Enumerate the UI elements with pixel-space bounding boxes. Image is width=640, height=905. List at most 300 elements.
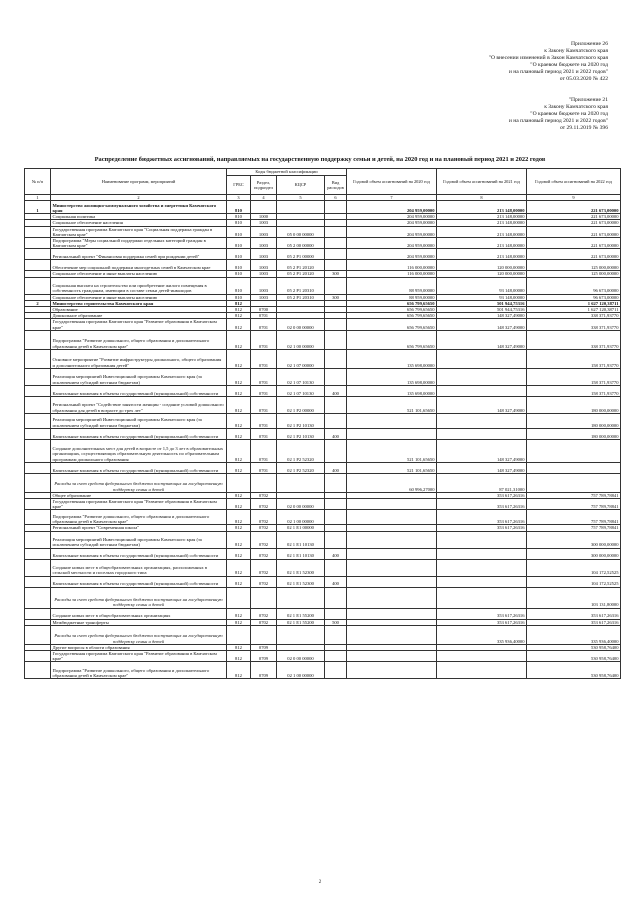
- row-amount-2020: 88 959,00000: [347, 294, 437, 300]
- row-amount-2022: 757 789,78841: [527, 492, 621, 498]
- row-kcsr: 02 1 P2 10130: [277, 428, 325, 439]
- row-amount-2021: 213 148,00000: [437, 226, 527, 237]
- row-grbs: 810: [227, 277, 251, 294]
- row-number: [25, 473, 51, 492]
- row-grbs: 810: [227, 226, 251, 237]
- row-name: Государственная программа Камчатского края "Развитие образования в Камчатском крае": [51, 651, 227, 662]
- row-kcsr: [277, 587, 325, 608]
- row-name: Социальная политика: [51, 214, 227, 220]
- row-kcsr: 05 2 P1 20310: [277, 294, 325, 300]
- row-vr: [325, 559, 347, 576]
- row-kcsr: 02 0 00 00000: [277, 499, 325, 510]
- row-amount-2020: [347, 587, 437, 608]
- row-name: Социальная выплата на строительство или приобретение жилого помещения в собственность гражданам, имеющим в составе семьи детей-инвалидов: [51, 277, 227, 294]
- row-number: [25, 587, 51, 608]
- row-amount-2021: 213 148,00000: [437, 220, 527, 226]
- row-amount-2021: [437, 385, 527, 396]
- row-rzpr: [251, 625, 277, 644]
- row-vr: 400: [325, 428, 347, 439]
- row-rzpr: 0701: [251, 396, 277, 413]
- row-amount-2022: 158 371,93770: [527, 368, 621, 385]
- row-amount-2020: [347, 662, 437, 679]
- row-amount-2021: [437, 531, 527, 548]
- row-amount-2020: 521 101,65650: [347, 439, 437, 462]
- row-rzpr: 0701: [251, 462, 277, 473]
- row-vr: [325, 499, 347, 510]
- row-rzpr: 0701: [251, 428, 277, 439]
- row-name: Государственная программа Камчатского края "Развитие образования в Камчатском крае": [51, 319, 227, 330]
- row-amount-2022: 1 627 120,38711: [527, 300, 621, 306]
- row-rzpr: 0700: [251, 307, 277, 313]
- row-amount-2022: 530 958,76400: [527, 651, 621, 662]
- row-grbs: 812: [227, 439, 251, 462]
- row-name: Капитальные вложения в объекты государственной (муниципальной) собственности: [51, 548, 227, 559]
- header-col-number: 2: [51, 195, 227, 201]
- row-name: Реализация мероприятий Инвестиционной программы Камчатского края (за исключением субсидий местным бюджетам): [51, 531, 227, 548]
- table-row: [25, 226, 621, 237]
- approval-line: и на плановый период 2021 и 2022 годов": [508, 69, 608, 75]
- table-row: [25, 587, 621, 608]
- row-grbs: 812: [227, 644, 251, 650]
- header-col-number: 1: [25, 195, 51, 201]
- row-kcsr: 02 1 E1 00000: [277, 525, 325, 531]
- row-number: [25, 249, 51, 260]
- row-amount-2021: 93 148,00000: [437, 294, 527, 300]
- approval-note-2: [509, 97, 608, 132]
- row-vr: [325, 349, 347, 368]
- row-kcsr: 02 1 E1 10130: [277, 531, 325, 548]
- row-amount-2021: 213 148,00000: [437, 201, 527, 214]
- row-amount-2021: [437, 368, 527, 385]
- header-kcsr: КЦСР: [277, 176, 325, 195]
- row-name: Региональный проект "Современная школа": [51, 525, 227, 531]
- row-vr: [325, 238, 347, 249]
- table-row: [25, 319, 621, 330]
- row-amount-2020: 135 698,00000: [347, 368, 437, 385]
- row-grbs: 812: [227, 492, 251, 498]
- row-rzpr: [251, 587, 277, 608]
- row-amount-2021: 213 148,00000: [437, 238, 527, 249]
- header-2021: Годовой объем ассигнований на 2021 год: [437, 169, 527, 195]
- row-amount-2020: [347, 608, 437, 619]
- row-amount-2021: [437, 651, 527, 662]
- row-rzpr: 0702: [251, 499, 277, 510]
- row-rzpr: 0709: [251, 651, 277, 662]
- table-row: [25, 473, 621, 492]
- row-amount-2020: 204 959,00000: [347, 201, 437, 214]
- row-amount-2022: 353 617,26316: [527, 619, 621, 625]
- row-rzpr: 0709: [251, 662, 277, 679]
- table-row: [25, 559, 621, 576]
- row-amount-2022: 221 673,00000: [527, 220, 621, 226]
- row-kcsr: 02 0 00 00000: [277, 651, 325, 662]
- row-amount-2020: [347, 413, 437, 428]
- row-grbs: 812: [227, 531, 251, 548]
- table-row: [25, 608, 621, 619]
- header-2022: Годовой объем ассигнований на 2022 год: [527, 169, 621, 195]
- row-amount-2020: [347, 625, 437, 644]
- row-kcsr: [277, 625, 325, 644]
- row-kcsr: 05 2 P1 20310: [277, 277, 325, 294]
- row-amount-2022: 96 673,00000: [527, 277, 621, 294]
- approval-line: к Закону Камчатского края: [544, 104, 608, 110]
- row-grbs: 810: [227, 220, 251, 226]
- row-vr: 300: [325, 271, 347, 277]
- table-row: [25, 439, 621, 462]
- row-name: Другие вопросы в области образования: [51, 644, 227, 650]
- row-amount-2020: 656 799,65650: [347, 300, 437, 306]
- row-amount-2021: 501 944,75316: [437, 307, 527, 313]
- row-amount-2022: 300 000,00000: [527, 548, 621, 559]
- row-name: Социальное обеспечение и иные выплаты населению: [51, 294, 227, 300]
- row-grbs: 812: [227, 368, 251, 385]
- row-name: Социальное обеспечение и иные выплаты населению: [51, 271, 227, 277]
- row-amount-2022: [527, 473, 621, 492]
- row-amount-2022: [527, 462, 621, 473]
- row-grbs: 812: [227, 510, 251, 525]
- table-row: [25, 662, 621, 679]
- row-number: [25, 651, 51, 662]
- page-number: 2: [318, 880, 322, 885]
- row-name: Подпрограмма "Развитие дошкольного, общего образования и дополнительного образования детей в Камчатском крае": [51, 662, 227, 679]
- table-row: [25, 462, 621, 473]
- header-rzpr: Раздел, подраздел: [251, 176, 277, 195]
- row-vr: [325, 277, 347, 294]
- row-vr: [325, 319, 347, 330]
- row-number: [25, 428, 51, 439]
- row-rzpr: 1003: [251, 238, 277, 249]
- row-rzpr: 0709: [251, 644, 277, 650]
- budget-table: [24, 168, 621, 679]
- row-kcsr: 02 1 E1 52300: [277, 559, 325, 576]
- row-name: Расходы за счет средств федерального бюджета поступающих на государственную поддержку семьи и детей: [51, 625, 227, 644]
- row-amount-2022: 125 000,00000: [527, 260, 621, 271]
- table-body: [25, 201, 621, 679]
- row-grbs: 810: [227, 201, 251, 214]
- row-amount-2021: 148 327,49000: [437, 313, 527, 319]
- row-amount-2021: 120 000,00000: [437, 260, 527, 271]
- row-amount-2022: 300 000,00000: [527, 531, 621, 548]
- row-grbs: 812: [227, 349, 251, 368]
- row-number: [25, 462, 51, 473]
- row-amount-2021: [437, 559, 527, 576]
- row-grbs: 812: [227, 307, 251, 313]
- row-name: Общее образование: [51, 492, 227, 498]
- row-amount-2022: 180 000,00000: [527, 413, 621, 428]
- row-kcsr: 02 1 07 10130: [277, 385, 325, 396]
- row-vr: 400: [325, 576, 347, 587]
- row-name: Подпрограмма "Развитие дошкольного, общего образования и дополнительного образования детей в Камчатском крае": [51, 510, 227, 525]
- row-amount-2020: 204 959,00000: [347, 220, 437, 226]
- row-number: [25, 238, 51, 249]
- row-number: [25, 396, 51, 413]
- row-rzpr: 0702: [251, 559, 277, 576]
- table-row: [25, 368, 621, 385]
- row-amount-2021: 213 148,00000: [437, 214, 527, 220]
- row-number: [25, 413, 51, 428]
- row-name: Министерство строительства Камчатского края: [51, 300, 227, 306]
- row-amount-2020: [347, 559, 437, 576]
- row-number: [25, 368, 51, 385]
- row-number: [25, 510, 51, 525]
- approval-line: и на плановый период 2021 и 2022 годов": [508, 118, 608, 124]
- row-vr: 500: [325, 619, 347, 625]
- table-row: [25, 428, 621, 439]
- table-row: [25, 576, 621, 587]
- row-name: Образование: [51, 307, 227, 313]
- row-number: [25, 548, 51, 559]
- row-rzpr: 1003: [251, 249, 277, 260]
- row-number: [25, 662, 51, 679]
- row-vr: [325, 473, 347, 492]
- header-grbs: ГРБС: [227, 176, 251, 195]
- row-name: Социальное обеспечение населения: [51, 220, 227, 226]
- row-amount-2020: 204 959,00000: [347, 214, 437, 220]
- row-rzpr: 0702: [251, 576, 277, 587]
- header-num: № п/п: [25, 169, 51, 195]
- row-amount-2020: 521 101,65650: [347, 462, 437, 473]
- row-rzpr: 1003: [251, 294, 277, 300]
- row-name: Расходы за счет средств федерального бюджета поступающих на государственную поддержку семьи и детей: [51, 473, 227, 492]
- row-rzpr: 1003: [251, 220, 277, 226]
- row-amount-2022: 221 673,00000: [527, 226, 621, 237]
- row-amount-2022: 757 789,78841: [527, 510, 621, 525]
- row-rzpr: 0701: [251, 413, 277, 428]
- row-amount-2020: 88 959,00000: [347, 277, 437, 294]
- header-codes-group: Коды бюджетной классификации: [227, 169, 347, 176]
- row-grbs: 812: [227, 396, 251, 413]
- row-amount-2022: 103 131,80000: [527, 587, 621, 608]
- row-number: [25, 499, 51, 510]
- row-grbs: 810: [227, 294, 251, 300]
- row-amount-2021: [437, 428, 527, 439]
- row-amount-2021: 501 944,75316: [437, 300, 527, 306]
- row-number: [25, 385, 51, 396]
- row-kcsr: 02 1 07 00000: [277, 349, 325, 368]
- row-vr: [325, 531, 347, 548]
- row-grbs: 812: [227, 499, 251, 510]
- row-grbs: 810: [227, 249, 251, 260]
- header-col-number: 6: [325, 195, 347, 201]
- row-vr: 400: [325, 548, 347, 559]
- row-amount-2022: 530 958,76400: [527, 662, 621, 679]
- table-row: [25, 260, 621, 271]
- row-kcsr: 05 2 P1 00000: [277, 249, 325, 260]
- row-name: Создание дополнительных мест для детей в возрасте от 1,5 до 3 лет в образовательных организациях, осуществляющих образовательную деятельность по образовательным программам дошкольного образования: [51, 439, 227, 462]
- row-amount-2021: [437, 587, 527, 608]
- row-grbs: 812: [227, 576, 251, 587]
- row-name: Создание новых мест в общеобразовательных организациях, расположенных в сельской местности и поселках городского типа: [51, 559, 227, 576]
- header-col-number: 8: [437, 195, 527, 201]
- row-rzpr: 0701: [251, 439, 277, 462]
- row-vr: [325, 396, 347, 413]
- row-kcsr: [277, 201, 325, 214]
- row-grbs: 812: [227, 619, 251, 625]
- row-amount-2022: 338 371,93770: [527, 313, 621, 319]
- row-kcsr: 05 0 00 00000: [277, 226, 325, 237]
- row-name: Государственная программа Камчатского края "Социальная поддержка граждан в Камчатском крае": [51, 226, 227, 237]
- row-amount-2022: 125 000,00000: [527, 271, 621, 277]
- row-name: Обеспечение мер социальной поддержки многодетных семей в Камчатском крае: [51, 260, 227, 271]
- row-amount-2022: 221 673,00000: [527, 214, 621, 220]
- row-vr: [325, 368, 347, 385]
- header-name: Наименование программ, мероприятий: [51, 169, 227, 195]
- row-kcsr: [277, 473, 325, 492]
- row-rzpr: 1003: [251, 260, 277, 271]
- row-grbs: 812: [227, 559, 251, 576]
- row-grbs: 812: [227, 385, 251, 396]
- row-amount-2021: 120 000,00000: [437, 271, 527, 277]
- row-amount-2020: [347, 651, 437, 662]
- row-grbs: 812: [227, 548, 251, 559]
- approval-line: "О краевом бюджете на 2020 год: [530, 111, 608, 117]
- row-grbs: 812: [227, 662, 251, 679]
- header-col-number: 7: [347, 195, 437, 201]
- row-number: [25, 277, 51, 294]
- row-vr: 400: [325, 385, 347, 396]
- table-row: [25, 249, 621, 260]
- row-grbs: 812: [227, 428, 251, 439]
- row-amount-2020: 521 101,65650: [347, 396, 437, 413]
- table-row: [25, 548, 621, 559]
- row-amount-2022: 221 673,00000: [527, 249, 621, 260]
- row-grbs: [227, 587, 251, 608]
- row-amount-2022: 353 617,26316: [527, 608, 621, 619]
- row-amount-2020: 656 799,65650: [347, 330, 437, 349]
- row-vr: [325, 439, 347, 462]
- row-number: [25, 531, 51, 548]
- row-grbs: 812: [227, 608, 251, 619]
- row-vr: [325, 608, 347, 619]
- row-amount-2020: 204 959,00000: [347, 238, 437, 249]
- row-grbs: 812: [227, 462, 251, 473]
- row-amount-2022: 757 789,78841: [527, 499, 621, 510]
- row-rzpr: 0701: [251, 313, 277, 319]
- row-kcsr: 02 1 E1 55200: [277, 619, 325, 625]
- row-amount-2021: 213 148,00000: [437, 249, 527, 260]
- row-rzpr: 1003: [251, 271, 277, 277]
- row-number: [25, 330, 51, 349]
- row-number: [25, 608, 51, 619]
- table-row: [25, 499, 621, 510]
- table-row: [25, 330, 621, 349]
- row-amount-2021: [437, 349, 527, 368]
- header-col-number: 5: [277, 195, 325, 201]
- row-rzpr: 0701: [251, 319, 277, 330]
- row-number: [25, 226, 51, 237]
- row-amount-2020: 116 000,00000: [347, 260, 437, 271]
- row-name: Реализация мероприятий Инвестиционной программы Камчатского края (за исключением субсидий местным бюджетам): [51, 368, 227, 385]
- row-amount-2021: 93 148,00000: [437, 277, 527, 294]
- row-amount-2022: 104 172,52525: [527, 576, 621, 587]
- row-amount-2022: 180 000,00000: [527, 428, 621, 439]
- row-amount-2021: 353 617,26316: [437, 608, 527, 619]
- table-row: [25, 625, 621, 644]
- row-grbs: 812: [227, 300, 251, 306]
- row-grbs: 812: [227, 330, 251, 349]
- row-vr: [325, 510, 347, 525]
- row-vr: [325, 413, 347, 428]
- row-grbs: 810: [227, 271, 251, 277]
- row-rzpr: 0702: [251, 525, 277, 531]
- row-number: 2: [25, 300, 51, 306]
- row-amount-2020: [347, 548, 437, 559]
- row-number: [25, 349, 51, 368]
- row-amount-2021: 148 327,49000: [437, 439, 527, 462]
- row-amount-2021: 353 617,26316: [437, 510, 527, 525]
- row-amount-2020: [347, 499, 437, 510]
- row-amount-2020: 656 799,65650: [347, 307, 437, 313]
- row-amount-2020: [347, 428, 437, 439]
- row-rzpr: 0701: [251, 349, 277, 368]
- row-amount-2021: 353 617,26316: [437, 525, 527, 531]
- row-kcsr: 05 2 00 00000: [277, 238, 325, 249]
- row-vr: [325, 249, 347, 260]
- table-row: [25, 238, 621, 249]
- row-rzpr: 0701: [251, 368, 277, 385]
- row-grbs: 812: [227, 319, 251, 330]
- header-col-number: 4: [251, 195, 277, 201]
- row-name: Региональный проект "Финансовая поддержка семей при рождении детей": [51, 249, 227, 260]
- row-name: Министерство жилищно-коммунального хозяйства и энергетики Камчатского края: [51, 201, 227, 214]
- row-amount-2020: [347, 576, 437, 587]
- approval-line: Приложение 26: [570, 41, 608, 47]
- row-name: Капитальные вложения в объекты государственной (муниципальной) собственности: [51, 428, 227, 439]
- row-number: [25, 319, 51, 330]
- row-rzpr: 1000: [251, 214, 277, 220]
- document-title: Распределение бюджетных ассигнований, направляемых на государственную поддержку семьи и детей, на 2020 год и на плановый период 2021 и 2022 годов: [94, 156, 546, 163]
- row-amount-2022: 338 371,93770: [527, 330, 621, 349]
- header-col-number: 9: [527, 195, 621, 201]
- row-name: Реализация мероприятий Инвестиционной программы Камчатского края (за исключением субсидий местным бюджетам): [51, 413, 227, 428]
- row-amount-2021: 148 327,49000: [437, 462, 527, 473]
- header-vr: Вид расходов: [325, 176, 347, 195]
- table-row: [25, 277, 621, 294]
- row-kcsr: 02 1 P2 52320: [277, 462, 325, 473]
- header-2020: Годовой объем ассигнований на 2020 год: [347, 169, 437, 195]
- row-vr: [325, 662, 347, 679]
- table-row: [25, 385, 621, 396]
- row-amount-2020: [347, 510, 437, 525]
- row-amount-2021: [437, 662, 527, 679]
- row-amount-2022: [527, 439, 621, 462]
- row-grbs: 812: [227, 313, 251, 319]
- row-amount-2022: 104 172,52525: [527, 559, 621, 576]
- row-amount-2021: 87 021,31000: [437, 473, 527, 492]
- table-row: [25, 201, 621, 214]
- row-vr: [325, 226, 347, 237]
- row-name: Межбюджетные трансферты: [51, 619, 227, 625]
- row-amount-2020: 204 959,00000: [347, 249, 437, 260]
- row-grbs: [227, 473, 251, 492]
- row-amount-2021: 148 327,49000: [437, 319, 527, 330]
- row-kcsr: 02 1 00 00000: [277, 510, 325, 525]
- row-grbs: 812: [227, 413, 251, 428]
- row-kcsr: 02 0 00 00000: [277, 319, 325, 330]
- row-rzpr: 0702: [251, 531, 277, 548]
- row-kcsr: 02 1 E1 52300: [277, 576, 325, 587]
- row-number: [25, 559, 51, 576]
- table-row: [25, 413, 621, 428]
- row-amount-2022: 96 673,00000: [527, 294, 621, 300]
- approval-note-1: [489, 41, 608, 83]
- row-vr: 300: [325, 294, 347, 300]
- row-rzpr: [251, 201, 277, 214]
- row-kcsr: 02 1 00 00000: [277, 330, 325, 349]
- row-rzpr: 0701: [251, 385, 277, 396]
- row-kcsr: 02 1 P2 00000: [277, 396, 325, 413]
- approval-line: "О внесении изменений в Закон Камчатского края: [488, 55, 608, 61]
